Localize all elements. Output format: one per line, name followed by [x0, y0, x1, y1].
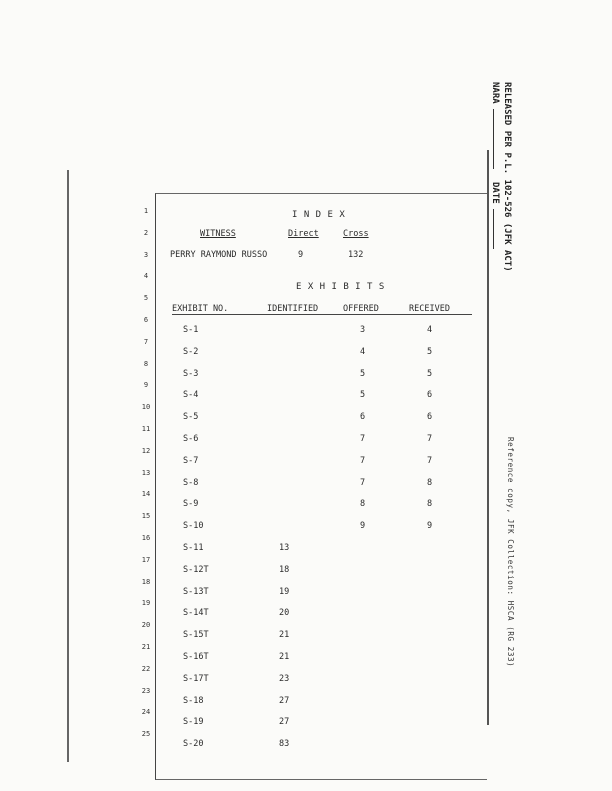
witness-column-header: WITNESS	[200, 229, 236, 239]
exhibit-identified-page: 13	[279, 543, 290, 553]
line-number: 17	[141, 555, 151, 564]
exhibit-number: S-13T	[183, 586, 209, 597]
exhibit-received-page: 9	[427, 521, 433, 532]
offered-header: OFFERED	[343, 304, 379, 314]
identified-header: IDENTIFIED	[267, 304, 319, 314]
line-number: 16	[141, 534, 151, 542]
exhibit-number: S-9	[183, 499, 199, 510]
line-number: 9	[143, 381, 149, 390]
exhibit-identified-page: 27	[279, 717, 290, 728]
exhibit-number: S-20	[183, 739, 204, 750]
line-number: 22	[141, 664, 151, 673]
exhibit-offered-page: 3	[360, 325, 366, 335]
exhibit-received-page: 7	[427, 455, 433, 466]
line-number: 23	[141, 686, 151, 695]
exhibit-number: S-12T	[183, 564, 209, 575]
exhibit-offered-page: 5	[360, 368, 366, 379]
exhibit-number: S-11	[183, 543, 204, 553]
exhibit-identified-page: 19	[279, 586, 290, 597]
direct-column-header: Direct	[288, 229, 319, 239]
exhibit-number: S-18	[183, 695, 204, 706]
line-number: 21	[141, 643, 151, 651]
exhibit-received-page: 6	[427, 412, 433, 423]
received-header: RECEIVED	[409, 304, 450, 314]
exhibit-identified-page: 21	[279, 652, 290, 662]
exhibit-offered-page: 8	[360, 499, 366, 510]
line-number: 4	[143, 272, 149, 281]
exhibit-number: S-6	[183, 434, 199, 444]
exhibit-number: S-7	[183, 455, 199, 466]
release-stamp-date: DATE	[490, 182, 500, 249]
exhibit-number: S-14T	[183, 608, 209, 619]
witness-direct-page: 9	[298, 250, 304, 260]
index-title: I N D E X	[292, 210, 346, 220]
line-number: 11	[141, 425, 151, 433]
exhibit-number: S-8	[183, 477, 199, 488]
page-edge-line-right	[487, 150, 489, 725]
exhibit-offered-page: 6	[360, 412, 366, 423]
exhibit-number: S-4	[183, 390, 199, 401]
line-number: 2	[143, 228, 149, 237]
witness-cross-page: 132	[348, 250, 364, 260]
exhibit-identified-page: 20	[279, 608, 290, 619]
line-number: 5	[143, 294, 149, 303]
exhibit-number: S-2	[183, 346, 199, 357]
exhibit-number: S-5	[183, 412, 199, 423]
exhibit-number: S-3	[183, 368, 199, 379]
exhibit-received-page: 8	[427, 499, 433, 510]
line-number: 20	[141, 621, 151, 630]
witness-name: PERRY RAYMOND RUSSO	[170, 250, 268, 260]
exhibit-identified-page: 27	[279, 695, 290, 706]
exhibit-identified-page: 18	[279, 564, 290, 575]
cross-column-header: Cross	[343, 229, 369, 239]
line-number: 13	[141, 468, 151, 477]
exhibit-received-page: 5	[427, 368, 433, 379]
line-number: 10	[141, 403, 151, 412]
exhibit-offered-page: 5	[360, 390, 366, 401]
exhibit-no-header: EXHIBIT NO.	[172, 304, 229, 314]
exhibits-title: E X H I B I T S	[296, 282, 385, 292]
line-number: 19	[141, 599, 151, 608]
exhibit-identified-page: 23	[279, 673, 290, 684]
exhibit-number: S-19	[183, 717, 204, 728]
exhibit-received-page: 4	[427, 325, 433, 335]
line-number: 12	[141, 446, 151, 455]
release-stamp-line1: RELEASED PER P.L. 102-526 (JFK ACT)	[502, 82, 512, 272]
page-edge-line-left	[67, 170, 69, 762]
exhibit-number: S-10	[183, 521, 204, 532]
line-number: 18	[141, 577, 151, 586]
exhibit-offered-page: 4	[360, 346, 366, 357]
line-number: 15	[141, 512, 151, 521]
line-number: 25	[141, 730, 151, 739]
exhibit-received-page: 7	[427, 434, 433, 444]
exhibit-number: S-1	[183, 325, 199, 335]
exhibit-identified-page: 21	[279, 630, 290, 641]
exhibit-offered-page: 7	[360, 455, 366, 466]
exhibit-number: S-17T	[183, 673, 209, 684]
line-number: 24	[141, 708, 151, 717]
exhibit-received-page: 8	[427, 477, 433, 488]
line-number: 3	[143, 250, 149, 259]
exhibit-offered-page: 9	[360, 521, 366, 532]
line-number: 14	[141, 490, 151, 499]
exhibit-offered-page: 7	[360, 477, 366, 488]
exhibit-number: S-16T	[183, 652, 209, 662]
exhibit-received-page: 5	[427, 346, 433, 357]
exhibit-received-page: 6	[427, 390, 433, 401]
line-number: 7	[143, 337, 149, 346]
release-stamp-nara: NARA	[490, 82, 500, 169]
exhibit-offered-page: 7	[360, 434, 366, 444]
reference-copy-note: Reference copy, JFK Collection: HSCA (RG 233)	[506, 437, 515, 668]
line-number: 6	[143, 316, 149, 324]
exhibit-identified-page: 83	[279, 739, 290, 750]
line-number: 8	[143, 359, 149, 368]
exhibit-number: S-15T	[183, 630, 209, 641]
line-number: 1	[143, 207, 149, 215]
